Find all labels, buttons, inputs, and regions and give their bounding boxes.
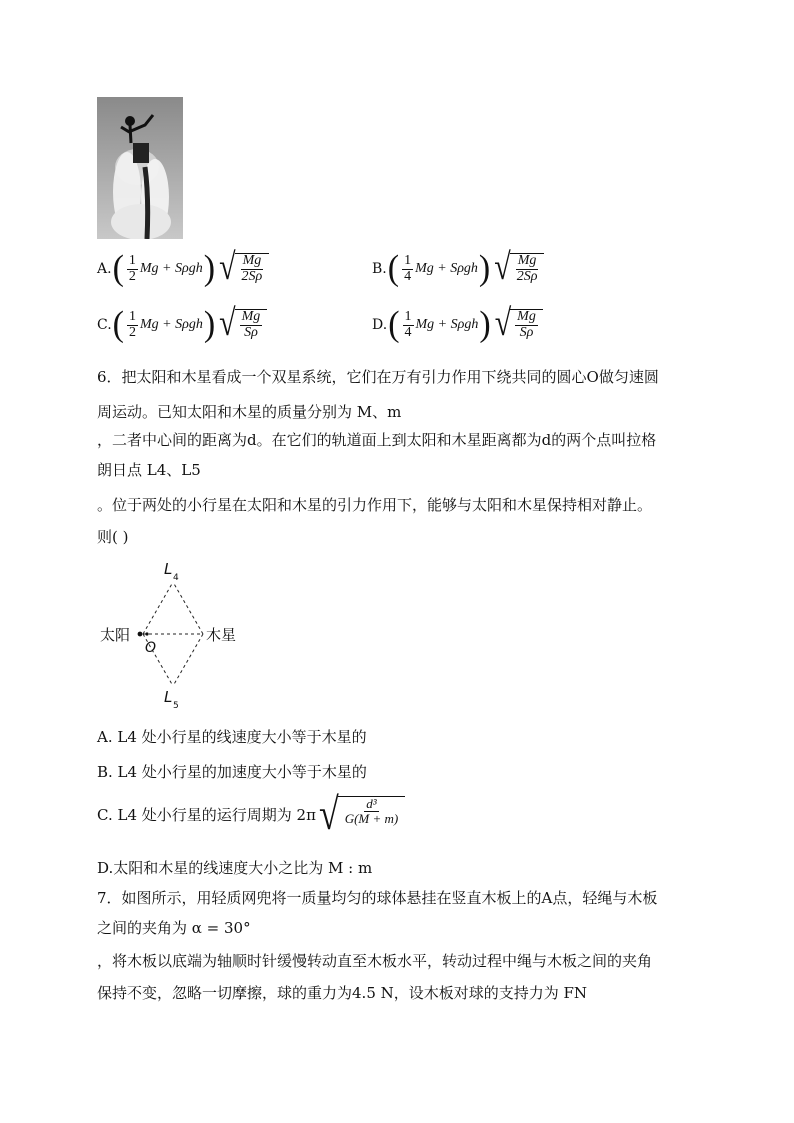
radicand-denominator: 2Sρ	[516, 269, 538, 284]
radicand-numerator: Mg	[517, 253, 537, 269]
lagrange-diagram	[95, 560, 255, 710]
square-root: √ $\frac{\text{d³}}{G(M + m)}$	[319, 796, 405, 832]
q6-line-1: 6．把太阳和木星看成一个双星系统，它们在万有引力作用下绕共同的圆心O做匀速圆	[97, 368, 659, 386]
option-c	[97, 302, 267, 345]
q7-line-2: 之间的夹角为 α = 30°	[97, 919, 251, 937]
expression: Mg + Sρgh	[415, 317, 479, 332]
expression: Mg + Sρgh	[140, 317, 203, 332]
fraction-denominator: 4	[404, 324, 412, 340]
right-paren: )	[203, 249, 216, 288]
square-root: √ $\frac{Mg}{2S\rho}$	[494, 253, 544, 284]
left-paren: (	[387, 249, 400, 288]
fraction-numerator: 1	[128, 252, 136, 268]
right-paren: )	[478, 249, 491, 288]
fraction	[402, 254, 413, 284]
q7-line-4: 保持不变，忽略一切摩擦，球的重力为4.5 N，设木板对球的支持力为 FN	[97, 984, 588, 1002]
l5-label: L	[164, 688, 173, 706]
q6-line-3: ，二者中心间的距离为d。在它们的轨道面上到太阳和木星距离都为d的两个点叫拉格	[97, 431, 657, 449]
radicand-numerator: Mg	[241, 309, 261, 325]
fraction	[127, 310, 138, 340]
radicand-denominator: Sρ	[244, 325, 258, 340]
center-o-label: O	[145, 640, 157, 656]
fraction-numerator: 1	[129, 308, 136, 324]
q6-option-c	[97, 789, 405, 839]
q6-option-d: D.太阳和木星的线速度大小之比为 M : m	[97, 859, 373, 877]
sun-dot	[138, 632, 143, 637]
option-label: A.	[97, 261, 112, 277]
l5-subscript: 5	[173, 701, 179, 710]
q6-option-b: B. L4 处小行星的加速度大小等于木星的	[97, 763, 367, 781]
fraction	[403, 310, 414, 340]
q7-line-3: ，将木板以底端为轴顺时针缓慢转动直至木板水平，转动过程中绳与木板之间的夹角	[97, 952, 653, 970]
option-d	[372, 302, 543, 345]
option-label: D.	[372, 317, 388, 333]
l4-label: L	[164, 560, 173, 578]
option-label: B.	[372, 261, 387, 277]
jupiter-l4-line	[173, 582, 203, 634]
square-root: √ $\frac{Mg}{2S\rho}$	[219, 253, 269, 284]
left-paren: (	[112, 305, 124, 344]
jupiter-label: 木星	[206, 626, 237, 644]
q7-line-1: 7．如图所示，用轻质网兜将一质量均匀的球体悬挂在竖直木板上的A点，轻绳与木板	[97, 889, 658, 907]
q6-line-5: 。位于两处的小行星在太阳和木星的引力作用下，能够与太阳和木星保持相对静止。	[97, 496, 653, 514]
right-paren: )	[203, 305, 216, 344]
option-label: C.	[97, 317, 112, 333]
radicand-numerator: Mg	[517, 309, 536, 325]
q6-line-2: 周运动。已知太阳和木星的质量分别为 M、m	[97, 403, 402, 421]
expression: Mg + Sρgh	[139, 261, 203, 276]
radicand-denominator: Sρ	[519, 325, 534, 340]
left-paren: (	[112, 249, 124, 288]
fraction	[127, 254, 138, 284]
option-c-text: C. L4 处小行星的运行周期为 2π	[97, 805, 316, 824]
radicand-denominator: G(M + m)	[344, 810, 399, 826]
radicand-denominator: 2Sρ	[241, 269, 263, 284]
fraction-denominator: 2	[128, 268, 136, 284]
l4-subscript: 4	[173, 573, 179, 583]
expression: Mg + Sρgh	[415, 261, 478, 276]
sun-label: 太阳	[100, 626, 131, 644]
right-paren: )	[479, 305, 491, 344]
radicand-numerator: d³	[366, 796, 377, 811]
square-root: √ $\frac{Mg}{S\rho}$	[495, 309, 543, 340]
center-dot	[145, 632, 148, 635]
fraction-numerator: 1	[404, 252, 412, 268]
radicand-numerator: Mg	[242, 253, 262, 269]
option-b	[372, 246, 544, 289]
left-paren: (	[388, 305, 400, 344]
square-root: √ $\frac{Mg}{S\rho}$	[219, 309, 267, 340]
fraction-denominator: 4	[404, 268, 412, 284]
flyboard-photo	[97, 97, 183, 239]
q6-option-a: A. L4 处小行星的线速度大小等于木星的	[97, 728, 367, 746]
fraction-denominator: 2	[129, 324, 136, 340]
q6-line-6: 则( )	[97, 528, 129, 546]
sun-l4-line	[143, 582, 173, 634]
jupiter-l5-line	[173, 634, 203, 686]
q6-line-4: 朗日点 L4、L5	[97, 461, 201, 479]
fraction-numerator: 1	[404, 308, 412, 324]
option-a	[97, 246, 269, 289]
